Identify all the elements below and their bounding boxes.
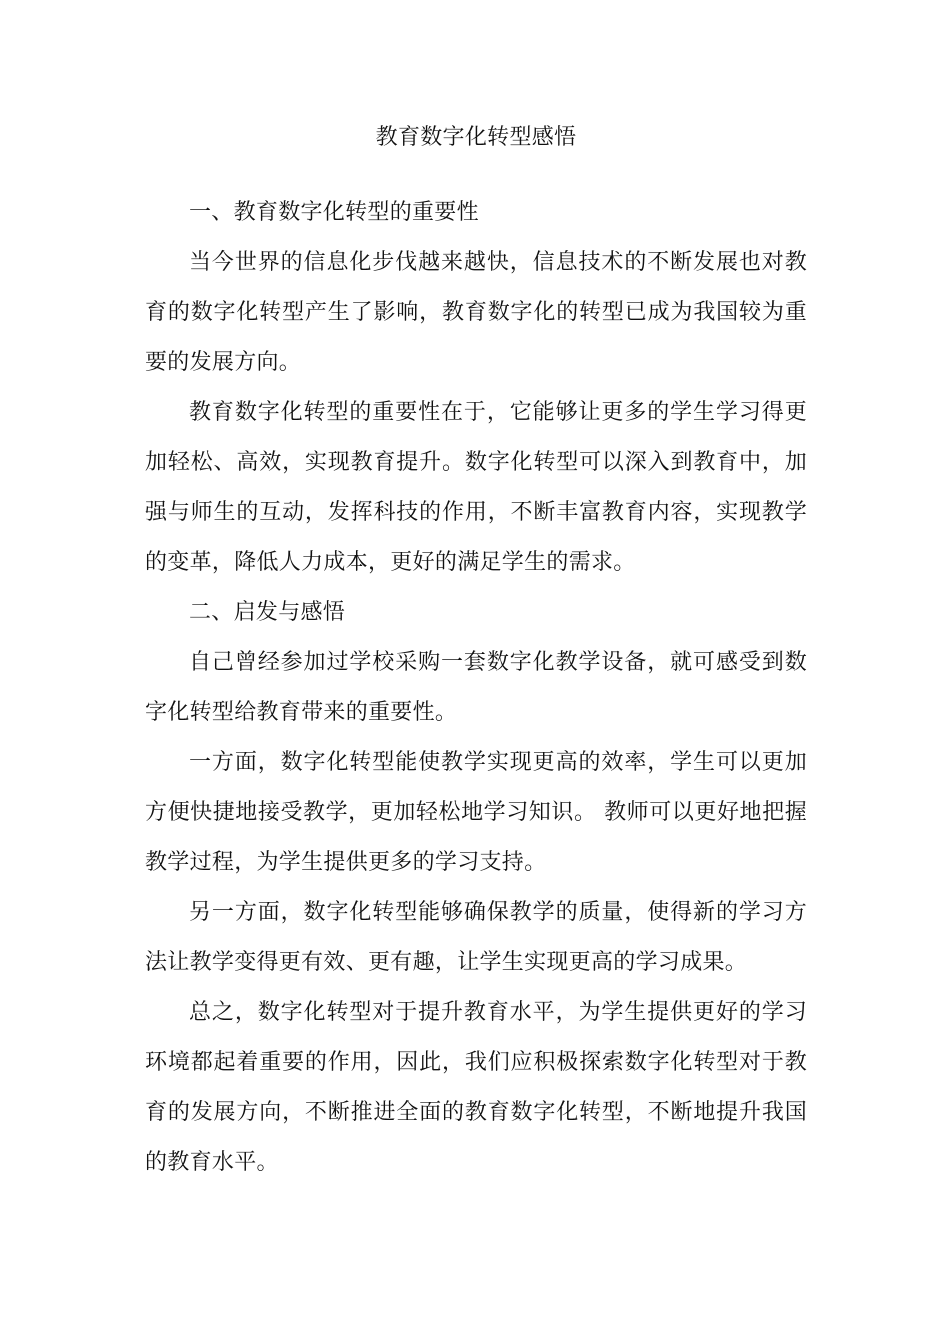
paragraph: 另一方面，数字化转型能够确保教学的质量，使得新的学习方法让教学变得更有效、更有趣，让学生实现更高的学习成果。 xyxy=(145,900,807,975)
section-heading-importance: 一、教育数字化转型的重要性 xyxy=(189,200,479,225)
paragraph: 总之，数字化转型对于提升教育水平，为学生提供更好的学习环境都起着重要的作用，因此，我们应积极探索数字化转型对于教育的发展方向，不断推进全面的教育数字化转型，不断地提升我国的教育水平。 xyxy=(145,1000,807,1175)
section-heading-inspiration: 二、启发与感悟 xyxy=(189,600,346,625)
paragraph: 一方面，数字化转型能使教学实现更高的效率，学生可以更加方便快捷地接受教学，更加轻松地学习知识。 教师可以更好地把握教学过程，为学生提供更多的学习支持。 xyxy=(145,750,807,875)
paragraph: 当今世界的信息化步伐越来越快，信息技术的不断发展也对教育的数字化转型产生了影响，教育数字化的转型已成为我国较为重要的发展方向。 xyxy=(145,250,807,375)
paragraph: 教育数字化转型的重要性在于，它能够让更多的学生学习得更加轻松、高效，实现教育提升。数字化转型可以深入到教育中，加强与师生的互动，发挥科技的作用，不断丰富教育内容，实现教学的变革，降低人力成本，更好的满足学生的需求。 xyxy=(145,400,807,575)
document-body xyxy=(145,113,807,1188)
document-title: 教育数字化转型感悟 xyxy=(375,125,577,150)
paragraph: 自己曾经参加过学校采购一套数字化教学设备，就可感受到数字化转型给教育带来的重要性。 xyxy=(145,650,807,725)
